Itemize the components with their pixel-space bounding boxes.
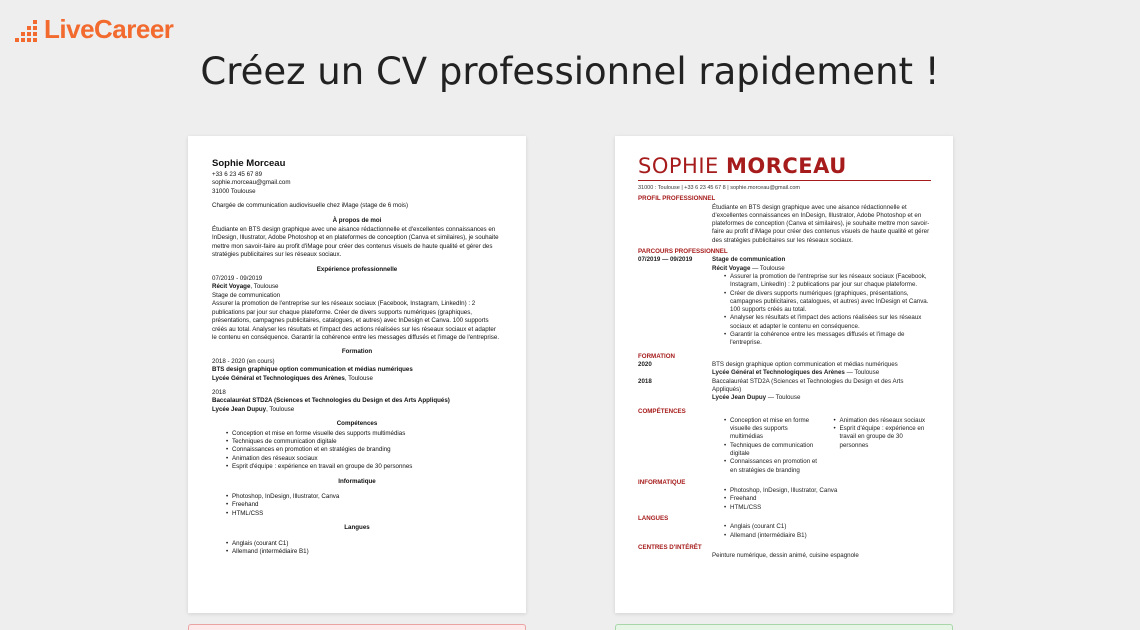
cv1-exp-dates: 07/2019 - 09/2019 (212, 275, 263, 283)
cv2-interests: Peinture numérique, dessin animé, cuisine espagnole (712, 552, 859, 560)
cv1-edu1-degree: BTS design graphique option communication et médias numériques (212, 366, 413, 374)
cv1-skills-list (212, 430, 502, 472)
list-item: • Conception et mise en forme visuelle des supports multimédias (226, 430, 502, 438)
cv2-career-location: — Toulouse (750, 264, 785, 272)
cv1-lang-heading: Langues (344, 524, 370, 532)
cv1-it-list (212, 493, 502, 518)
list-item: • Créer de divers supports numériques (graphiques, présentations, campagnes publicitaires, catalogues, et autres) avec InDesign et Canva. 100 supports créés au total. (724, 290, 931, 315)
list-item: • Animation des réseaux sociaux (834, 417, 932, 425)
list-item: • Photoshop, InDesign, Illustrator, Canva (724, 487, 931, 495)
list-item: • Anglais (courant C1) (226, 540, 502, 548)
cv2-lang-list (712, 523, 931, 540)
cv1-edu2-school: Lycée Jean Dupuy (212, 405, 267, 413)
cv2-name (638, 154, 931, 178)
list-item: • Connaissances en promotion et en stratégies de branding (226, 446, 502, 454)
cv2-first-name: SOPHIE (638, 154, 719, 178)
cv2-career-heading: PARCOURS PROFESSIONNEL (638, 248, 728, 256)
cv1-title: Chargée de communication audiovisuelle chez iMage (stage de 6 mois) (212, 202, 409, 210)
cv2-lang-heading: LANGUES (638, 514, 669, 522)
cv2-edu2-degree: Baccalauréat STD2A (Sciences et Technologies du Design et des Arts Appliqués) (712, 377, 904, 393)
cv2-select-bar[interactable] (615, 624, 953, 630)
cv2-edu-heading: FORMATION (638, 352, 676, 360)
list-item: • Esprit d'équipe : expérience en travail en groupe de 30 personnes (226, 463, 502, 471)
list-item: • Analyser les résultats et l'impact des actions réalisées sur les réseaux sociaux et adapter le contenu en conséquence. (724, 314, 931, 331)
cv1-exp-company: Récit Voyage (212, 283, 251, 291)
cv1-edu1-location: , Toulouse (344, 374, 373, 382)
cv1-city: 31000 Toulouse (212, 187, 256, 195)
cv2-profile-heading: PROFIL PROFESSIONNEL (638, 195, 716, 203)
cv1-edu1-dates: 2018 - 2020 (en cours) (212, 357, 275, 365)
cv1-email: sophie.morceau@gmail.com (212, 179, 291, 187)
cv2-career-company: Récit Voyage (712, 264, 751, 272)
cv1-it-heading: Informatique (338, 477, 376, 485)
list-item: • Garantir la cohérence entre les messages diffusés et l'image de l'entreprise. (724, 331, 931, 348)
cv2-edu1-school: Lycée Général et Technologiques des Arènes (712, 369, 845, 377)
cv1-edu1-school-line (212, 375, 502, 383)
cv1-exp-role: Stage de communication (212, 291, 281, 299)
cv2-profile-text: Étudiante en BTS design graphique avec une aisance rédactionnelle et d'excellentes connaissances en InDesign, Illustrator, Adobe Photoshop et en plateformes de conception (Canva et similaires), je souhaite mettre mon savoir-faire au profit d'iMage pour créer des contenus visuels de haute qualité et gérer des stratégies publicitaires sur les réseaux sociaux. (712, 203, 930, 244)
cv2-skills-col1 (712, 417, 822, 475)
cv1-skills-heading: Compétences (336, 420, 378, 428)
list-item: • HTML/CSS (724, 504, 931, 512)
list-item: • Allemand (intermédiaire B1) (724, 532, 931, 540)
cv1-select-bar[interactable] (188, 624, 526, 630)
list-item: • Photoshop, InDesign, Illustrator, Canva (226, 493, 502, 501)
cv2-edu1-location: — Toulouse (844, 369, 880, 377)
cv1-lang-list (212, 540, 502, 557)
cv2-divider (638, 180, 931, 181)
list-item: • Animation des réseaux sociaux (226, 455, 502, 463)
cv2-it-heading: INFORMATIQUE (638, 478, 686, 486)
cv2-skills-heading: COMPÉTENCES (638, 408, 686, 416)
cv2-career-dates: 07/2019 — 09/2019 (638, 256, 693, 264)
cv2-edu1-degree: BTS design graphique option communication et médias numériques (712, 360, 898, 368)
cv1-phone: +33 6 23 45 67 89 (212, 171, 263, 178)
cv2-edu2-location: — Toulouse (766, 394, 801, 402)
cv2-contact: 31000 : Toulouse | +33 6 23 45 67 8 | sophie.morceau@gmail.com (638, 185, 800, 191)
cv2-edu2-school-line (712, 394, 931, 402)
list-item: • Assurer la promotion de l'entreprise sur les réseaux sociaux (Facebook, Instagram, LinkedIn) : 2 publications par jour sur chaque plateforme. (724, 273, 931, 290)
cv2-last-name: MORCEAU (725, 154, 847, 178)
cv-template-modern[interactable] (615, 136, 953, 613)
cv1-edu-heading: Formation (341, 348, 373, 356)
cv2-edu1-year: 2020 (638, 360, 652, 368)
cv1-edu2-location: , Toulouse (266, 405, 295, 413)
page-headline: Créez un CV professionnel rapidement ! (200, 50, 940, 93)
logo-dots-icon (17, 18, 41, 42)
cv2-career-role: Stage de communication (712, 256, 786, 264)
list-item: • Conception et mise en forme visuelle des supports multimédias (724, 417, 822, 442)
list-item: • Freehand (724, 495, 931, 503)
cv2-it-list (712, 487, 931, 512)
cv1-about-text: Étudiante en BTS design graphique avec une aisance rédactionnelle et d'excellentes connaissances en InDesign, Illustrator, Adobe Photoshop et en plateformes de conception (Canva et similaires), je souhaite mettre mon savoir-faire au profit d'iMage pour créer des contenus visuels de haute qualité et gérer des stratégies publicitaires sur les réseaux sociaux. (212, 226, 499, 259)
cv2-skills-col2 (822, 417, 932, 475)
cv2-edu2-school: Lycée Jean Dupuy (712, 394, 767, 402)
cv1-exp-text: Assurer la promotion de l'entreprise sur les réseaux sociaux (Facebook, Instagram, LinkedIn) : 2 publications par jour sur chaque plateforme. Créer de divers supports numériques (graphiques, présentations, campagnes publicitaires, catalogues, et autres) avec InDesign et Canva. 100 supports créés au total. Analyser les résultats et l'impact des actions réalisées sur les réseaux sociaux et adapter le contenu en conséquence. Garantir la cohérence entre les messages diffusés et l'image de l'entreprise. (212, 300, 500, 341)
list-item: • Techniques de communication digitale (226, 438, 502, 446)
cv2-interests-heading: CENTRES D'INTÉRÊT (638, 543, 702, 551)
cv1-edu1-school: Lycée Général et Technologiques des Arènes (212, 374, 345, 382)
list-item: • Esprit d'équipe : expérience en travail en groupe de 30 personnes (834, 425, 932, 450)
cv2-edu2-year: 2018 (638, 377, 652, 385)
cv1-edu2-dates: 2018 (212, 388, 226, 396)
cv1-name: Sophie Morceau (212, 158, 286, 169)
cv-template-classic[interactable] (188, 136, 526, 613)
cv2-edu1-school-line (712, 369, 931, 377)
list-item: • Anglais (courant C1) (724, 523, 931, 531)
cv1-exp-heading: Expérience professionnelle (316, 265, 398, 273)
cv1-edu2-degree: Baccalauréat STD2A (Sciences et Technologies du Design et des Arts Appliqués) (212, 397, 450, 405)
list-item: • Techniques de communication digitale (724, 442, 822, 459)
cv2-career-company-line (712, 265, 931, 273)
cv2-career-list (712, 273, 931, 348)
list-item: • HTML/CSS (226, 510, 502, 518)
cv1-edu2-school-line (212, 406, 502, 414)
logo-text: LiveCareer (44, 14, 174, 44)
cv1-exp-location: , Toulouse (250, 283, 279, 291)
livecareer-logo[interactable] (17, 14, 173, 45)
list-item: • Freehand (226, 501, 502, 509)
list-item: • Connaissances en promotion et en stratégies de branding (724, 458, 822, 475)
list-item: • Allemand (intermédiaire B1) (226, 548, 502, 556)
cv1-exp-company-line (212, 283, 502, 291)
cv1-about-heading: À propos de moi (332, 216, 382, 224)
